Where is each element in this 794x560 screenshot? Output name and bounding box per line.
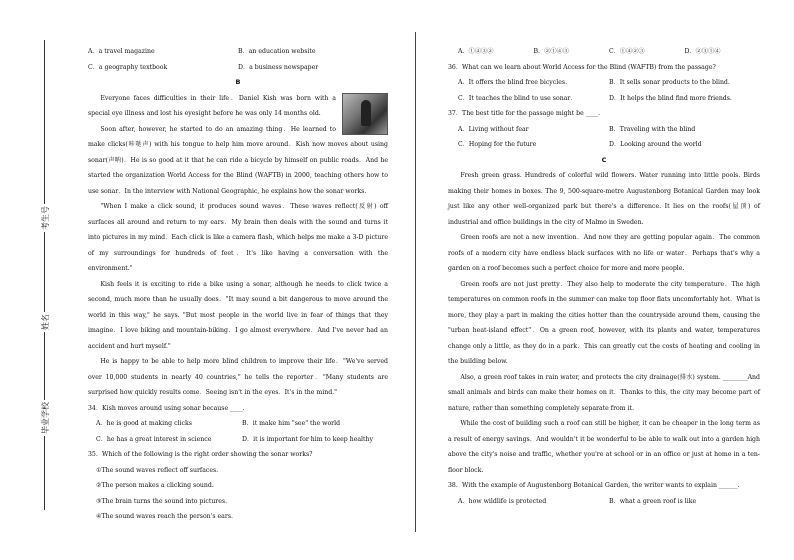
q35-option-b: B．②①④③ (533, 48, 569, 55)
q35-option-d: D．②③①④ (684, 48, 721, 55)
q37-option-d: D．Looking around the world (609, 141, 702, 148)
q36-options-row (448, 91, 760, 107)
label-exam-number: 考生号 (41, 206, 50, 230)
q34-options-row (88, 432, 388, 448)
passage-c-paragraph-2: Green roofs are not a new invention．And now they are getting popular again．The common roofs of a modern city have endless black surfaces with no life or water．Perhaps that's why a garden on a roof becomes such a perfect choice for more and more people. (448, 234, 760, 272)
option-a: A．a travel magazine (88, 48, 155, 55)
q38-options-row (448, 494, 760, 510)
prev-question-options-row (88, 44, 388, 60)
passage-c-paragraph-1: Fresh green grass. Hundreds of colorful wild flowers. Water running into little pools. Birds making their homes in boxes. The 9, 500-square-metre Augustenborg Botanical Garden may look just like any other well-organized park but there's a difference. It lies on the roofs(屋顶) of industrial and office buildings in the city of Malmo in Sweden. (448, 172, 760, 226)
q35-option-c: C．①④②③ (609, 48, 645, 55)
option-b: B．an education website (238, 48, 316, 55)
label-name: 姓名 (41, 314, 50, 330)
q34-option-c: C．he has a great interest in science (96, 435, 212, 443)
q34-option-d: D．it is important for him to keep healthy (242, 435, 374, 443)
passage-c-paragraph-4: Also, a green roof takes in rain water, and protects the city drainage(排水) system. ________And small animals and birds can make their homes on it．Thanks to this, the city may become part of nature, rather than something completely separate from it. (448, 373, 760, 412)
q36-options-row (448, 75, 760, 91)
q36-option-c: C．It teaches the blind to use sonar． (458, 94, 577, 102)
section-b-title: B (235, 78, 241, 86)
q37-options-row (448, 122, 760, 138)
q36-option-d: D．It helps the blind find more friends. (609, 94, 732, 102)
option-c: C．a geography textbook (88, 63, 168, 71)
passage-b-paragraph-3: "When I make a click sound, it produces sound waves．These waves reflect(反射) off surfaces all around and return to my ears．My brain then deals with the sound and turns it into pictures in my mind．Each click is like a camera flash, which helps me make a 3-D picture of my surroundings for hundreds of feet．It's like having a conversation with the environment." (88, 203, 388, 272)
q35-step-4: ④The sound waves reach the person's ears. (96, 513, 233, 520)
q36-option-a: A．It offers the blind free bicycles. (458, 79, 568, 86)
q35-step-3: ③The brain turns the sound into pictures. (96, 497, 228, 505)
right-column (448, 44, 760, 509)
q37-options-row (448, 137, 760, 153)
passage-c-paragraph-5: While the cost of building such a roof can still be higher, it can be cheaper in the long term as a result of energy savings．And wouldn't it be wonderful to be able to walk out into a garden high above the city's noise and traffic, whether you're at school or in an office or just at home in a ten-floor block. (448, 420, 760, 474)
passage-b-paragraph-5: He is happy to be able to help more blind children to improve their life．"We've served over 10,000 students in nearly 40 countries," he tells the reporter．"Many students are surprised how quickly results come．Seeing isn't in the eyes．It's in the mind." (88, 358, 388, 396)
q36-option-b: B．It sells sonar products to the blind. (609, 79, 730, 86)
q38-option-b: B．what a green roof is like (609, 497, 697, 505)
q34-option-b: B．it make him "see" the world (242, 420, 341, 427)
q35-step-2: ②The person makes a clicking sound. (96, 482, 214, 489)
option-d: D．a business newspaper (238, 63, 319, 71)
q38-option-a: A．how wildlife is protected (458, 497, 547, 505)
passage-c-paragraph-3: Green roofs are not just pretty．They also help to moderate the city temperature．The high temperatures on common roofs in the summer can make top floor flats uncomfortably hot．What is more, they play a part in making the cities hotter than the countryside around them, causing the "urban heat-island effect"．On a green roof, however, with its plants and water, temperatures change only a little, as they do in a park．This can greatly cut the costs of heating and cooling in the building below. (448, 280, 760, 365)
label-school: 毕业学校 (41, 402, 50, 434)
question-38-stem: 38．With the example of Augustenborg Botanical Garden, the writer wants to explain ______. (448, 482, 740, 489)
q37-option-b: B．Traveling with the blind (609, 125, 696, 133)
column-divider (415, 32, 416, 532)
question-34-stem: 34．Kish moves around using sonar because ____. (88, 404, 245, 412)
q35-step-1: ①The sound waves reflect off surfaces. (96, 466, 219, 474)
binding-margin (0, 0, 62, 560)
question-36-stem: 36．What can we learn about World Access for the Blind (WAFTB) from the passage? (448, 63, 716, 71)
q35-options-row (448, 44, 760, 60)
q37-option-a: A．Living without fear (458, 125, 529, 133)
left-column (88, 44, 388, 525)
q37-option-c: C．Hoping for the future (458, 141, 537, 148)
passage-b-paragraph-2: Soon after, however, he started to do an amazing thing．He learned to make clicks(咔哒声) with his tongue to help him move around．Kish now moves about using sonar(声呐)．He is so good at it that he can ride a bicycle by himself on public roads．And he started the organization World Access for the Blind (WAFTB) in 2000, teaching others how to use sonar．In the interview with National Geographic, he explains how the sonar works. (88, 125, 388, 195)
question-35-stem: 35．Which of the following is the right order showing the sonar works? (88, 451, 313, 458)
q34-options-row (88, 416, 388, 432)
question-37-stem: 37．The best title for the passage might be ____. (448, 110, 601, 117)
q35-option-a: A．①④③② (458, 48, 494, 55)
prev-question-options-row (88, 60, 388, 76)
section-c-title: C (601, 155, 607, 164)
cyclist-photo (342, 93, 388, 135)
passage-b-paragraph-4: Kish feels it is exciting to ride a bike using a sonar, although he needs to click twice a second, much more than he usually does．"It may sound a bit dangerous to move around the world in this way," he says. "But most people in the world live in fear of things that they imagine．I love biking and mountain-biking．I go almost everywhere．And I've never had an accident and hurt myself." (88, 280, 388, 350)
binding-line (44, 40, 45, 510)
q34-option-a: A．he is good at making clicks (96, 420, 192, 427)
passage-b-paragraph-1: Everyone faces difficulties in their life．Daniel Kish was born with a special eye illness and lost his eyesight before he was only 14 months old. (88, 94, 336, 117)
